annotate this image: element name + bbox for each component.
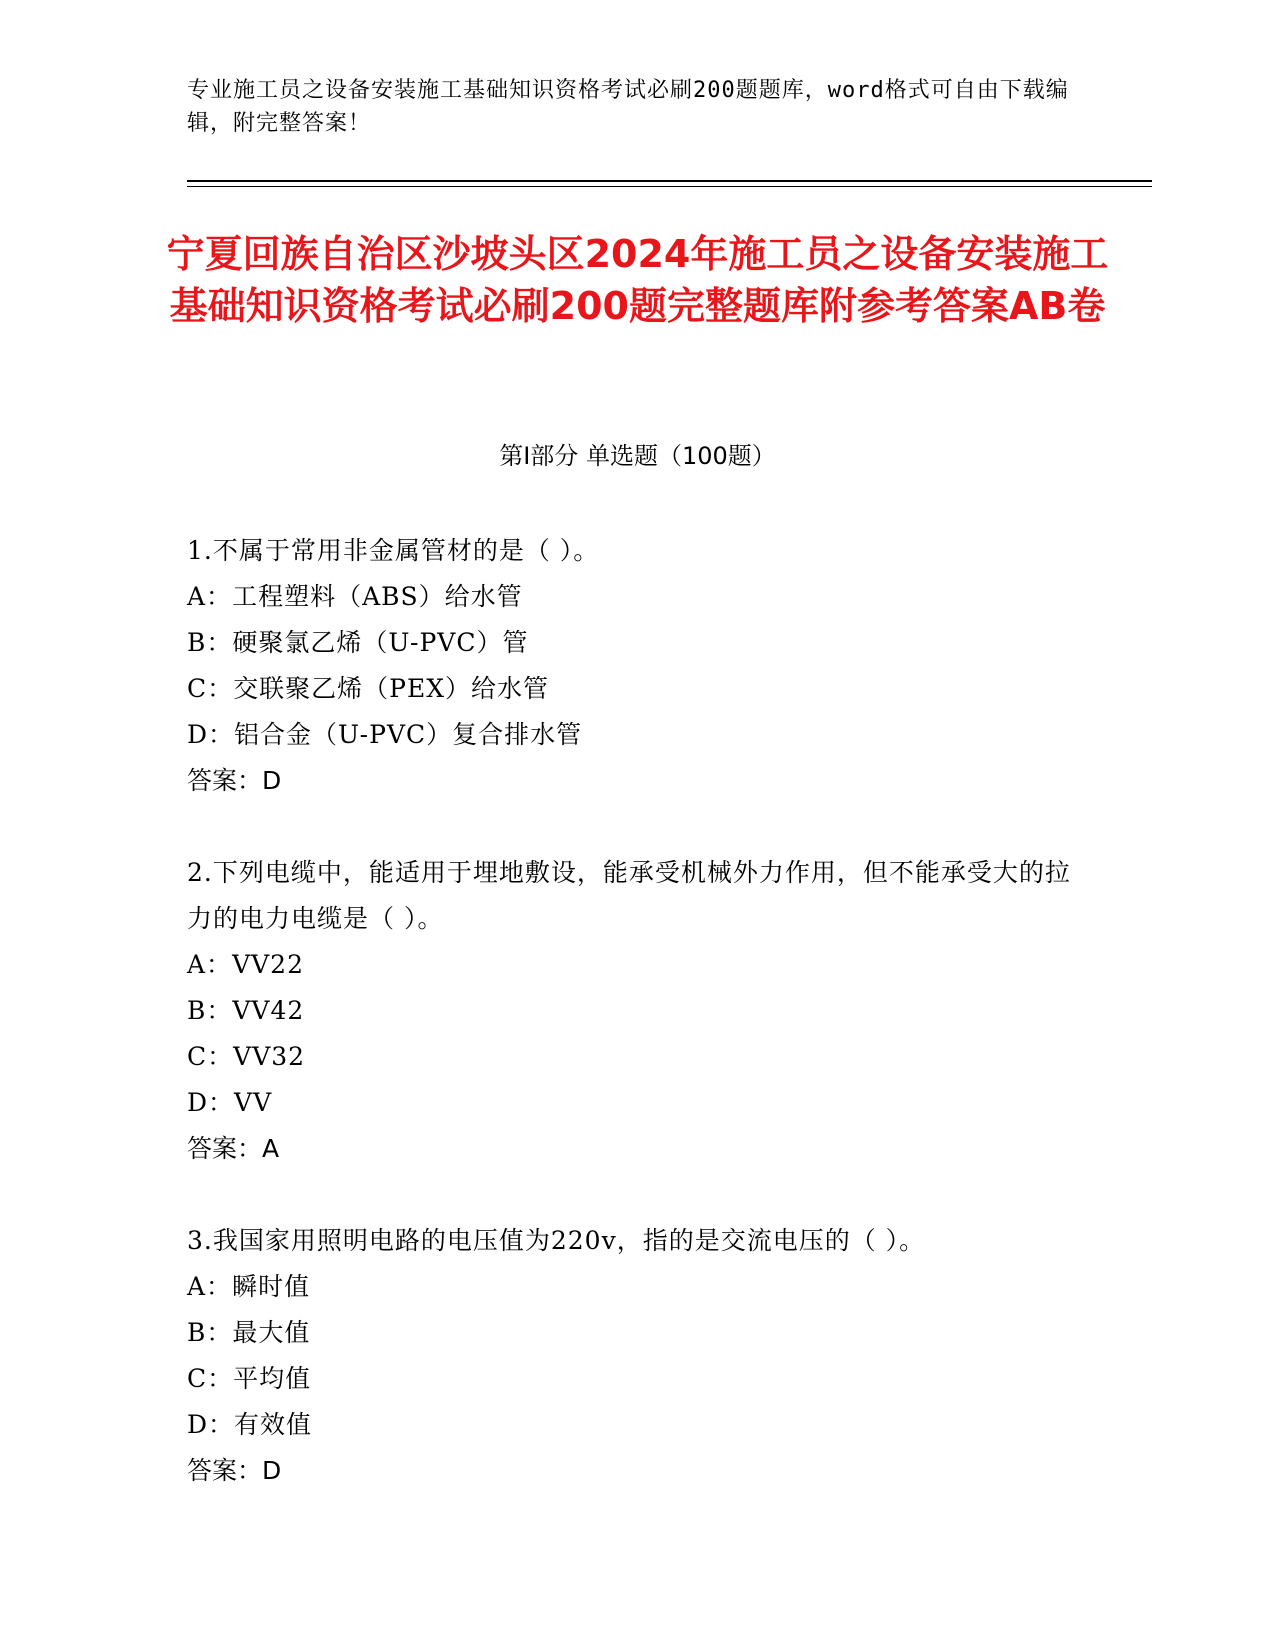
option-b — [187, 620, 1087, 666]
option-text: VV42 — [232, 996, 305, 1025]
option-a — [187, 942, 1087, 988]
answer-line — [187, 758, 1087, 804]
option-text: 瞬时值 — [232, 1272, 311, 1301]
question-list — [187, 528, 1087, 1540]
option-text: VV22 — [232, 950, 304, 979]
option-text: 有效值 — [234, 1410, 313, 1439]
header-note: 专业施工员之设备安装施工基础知识资格考试必刷200题题库，word格式可自由下载编辑，附完整答案！ — [187, 78, 1069, 136]
question-3 — [187, 1218, 1087, 1494]
option-a — [187, 574, 1087, 620]
answer-line — [187, 1448, 1087, 1494]
answer-value: D — [262, 1456, 282, 1485]
option-key: A： — [187, 950, 233, 979]
header-rule-thick — [187, 180, 1152, 182]
option-text: VV32 — [233, 1042, 306, 1071]
section-title: 第I部分 单选题（100题） — [499, 442, 776, 470]
question-stem: 2.下列电缆中，能适用于埋地敷设，能承受机械外力作用，但不能承受大的拉力的电力电缆是（ ）。 — [187, 858, 1071, 933]
option-key: B： — [187, 996, 233, 1025]
option-d — [187, 1402, 1087, 1448]
option-d — [187, 712, 1087, 758]
answer-value: A — [262, 1134, 280, 1163]
question-stem: 1.不属于常用非金属管材的是（ ）。 — [187, 536, 600, 565]
option-d — [187, 1080, 1087, 1126]
option-key: C： — [187, 1364, 234, 1393]
option-b — [187, 1310, 1087, 1356]
option-a — [187, 1264, 1087, 1310]
document-title: 宁夏回族自治区沙坡头区2024年施工员之设备安装施工基础知识资格考试必刷200题完整题库附参考答案AB卷 — [166, 232, 1109, 328]
option-key: D： — [187, 1410, 235, 1439]
question-stem: 3.我国家用照明电路的电压值为220v，指的是交流电压的（ ）。 — [187, 1226, 926, 1255]
question-2 — [187, 850, 1087, 1172]
option-key: C： — [187, 1042, 234, 1071]
option-key: D： — [187, 1088, 235, 1117]
option-text: 硬聚氯乙烯（U-PVC）管 — [232, 628, 529, 657]
option-key: D： — [187, 720, 235, 749]
answer-value: D — [262, 766, 282, 795]
answer-label: 答案： — [187, 1134, 263, 1163]
option-key: B： — [187, 1318, 233, 1347]
option-text: 平均值 — [233, 1364, 312, 1393]
option-text: 工程塑料（ABS）给水管 — [232, 582, 523, 611]
option-key: C： — [187, 674, 234, 703]
option-b — [187, 988, 1087, 1034]
answer-label: 答案： — [187, 766, 263, 795]
header-rule-thin — [187, 186, 1152, 187]
option-text: 交联聚乙烯（PEX）给水管 — [233, 674, 550, 703]
question-1 — [187, 528, 1087, 804]
option-c — [187, 666, 1087, 712]
option-text: 铝合金（U-PVC）复合排水管 — [234, 720, 583, 749]
answer-line — [187, 1126, 1087, 1172]
option-key: B： — [187, 628, 233, 657]
option-key: A： — [187, 1272, 233, 1301]
answer-label: 答案： — [187, 1456, 263, 1485]
option-key: A： — [187, 582, 233, 611]
option-c — [187, 1034, 1087, 1080]
option-text: 最大值 — [232, 1318, 311, 1347]
option-c — [187, 1356, 1087, 1402]
option-text: VV — [234, 1088, 273, 1117]
